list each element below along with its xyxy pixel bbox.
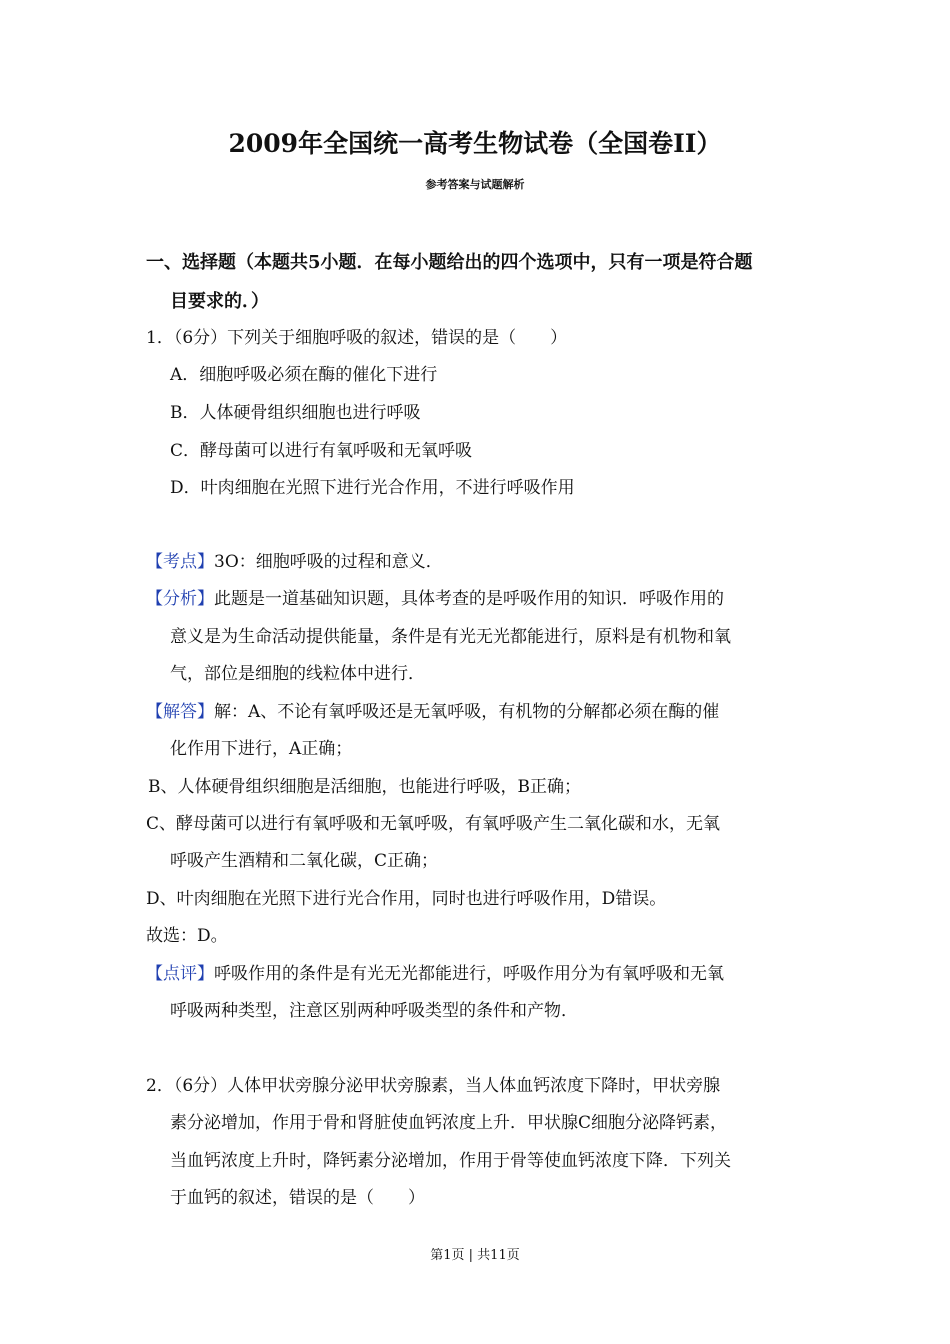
document-subtitle: 参考答案与试题解析 [425, 178, 525, 191]
question-2-stem-line-3: 当血钙浓度上升时，降钙素分泌增加，作用于骨等使血钙浓度下降．下列关 [170, 1151, 731, 1171]
jieda-line-6: D、叶肉细胞在光照下进行光合作用，同时也进行呼吸作用，D错误。 [146, 889, 667, 909]
kaodian-tag: 【考点】 [146, 552, 214, 572]
document-title: 2009年全国统一高考生物试卷（全国卷II） [228, 129, 722, 158]
jieda-line-2: 化作用下进行，A正确； [170, 739, 353, 759]
jieda-line-1 [146, 697, 719, 722]
kaodian-line [146, 547, 443, 572]
jieda-line-4: C、酵母菌可以进行有氧呼吸和无氧呼吸，有氧呼吸产生二氧化碳和水，无氧 [146, 814, 721, 834]
question-2-stem-line-2: 素分泌增加，作用于骨和肾脏使血钙浓度上升．甲状腺C细胞分泌降钙素， [170, 1113, 728, 1133]
fenxi-text-1: 此题是一道基础知识题，具体考查的是呼吸作用的知识．呼吸作用的 [214, 589, 724, 609]
question-1-stem: 1．（6分）下列关于细胞呼吸的叙述，错误的是（ ） [146, 328, 568, 348]
fenxi-tag: 【分析】 [146, 589, 214, 609]
section-heading-line1: 一、选择题（本题共5小题．在每小题给出的四个选项中，只有一项是符合题 [146, 252, 753, 273]
dianping-tag: 【点评】 [146, 964, 214, 984]
kaodian-text: 3O：细胞呼吸的过程和意义． [214, 552, 443, 572]
question-1-option-a: A．细胞呼吸必须在酶的催化下进行 [170, 365, 438, 385]
dianping-line-2: 呼吸两种类型，注意区别两种呼吸类型的条件和产物． [170, 1001, 578, 1021]
question-2-stem-line-1: 2．（6分）人体甲状旁腺分泌甲状旁腺素，当人体血钙浓度下降时，甲状旁腺 [146, 1076, 721, 1096]
page-footer: 第1页 | 共11页 [430, 1248, 520, 1263]
fenxi-line-2: 意义是为生命活动提供能量，条件是有光无光都能进行，原料是有机物和氧 [170, 627, 731, 647]
dianping-text-1: 呼吸作用的条件是有光无光都能进行，呼吸作用分为有氧呼吸和无氧 [214, 964, 724, 984]
section-heading-line2: 目要求的．） [170, 291, 269, 312]
jieda-line-3: B、人体硬骨组织细胞是活细胞，也能进行呼吸，B正确； [148, 777, 581, 797]
question-1-option-c: C．酵母菌可以进行有氧呼吸和无氧呼吸 [170, 441, 473, 461]
question-1-option-b: B．人体硬骨组织细胞也进行呼吸 [170, 403, 421, 423]
question-1-option-d: D．叶肉细胞在光照下进行光合作用，不进行呼吸作用 [170, 478, 575, 498]
jieda-text-1: 解：A、不论有氧呼吸还是无氧呼吸，有机物的分解都必须在酶的催 [214, 702, 720, 722]
jieda-line-5: 呼吸产生酒精和二氧化碳，C正确； [170, 851, 439, 871]
question-2-stem-line-4: 于血钙的叙述，错误的是（ ） [170, 1188, 425, 1208]
dianping-line-1 [146, 959, 724, 984]
jieda-answer: 故选：D。 [146, 926, 228, 946]
jieda-tag: 【解答】 [146, 702, 214, 722]
fenxi-line-1 [146, 584, 724, 609]
fenxi-line-3: 气，部位是细胞的线粒体中进行． [170, 664, 425, 684]
